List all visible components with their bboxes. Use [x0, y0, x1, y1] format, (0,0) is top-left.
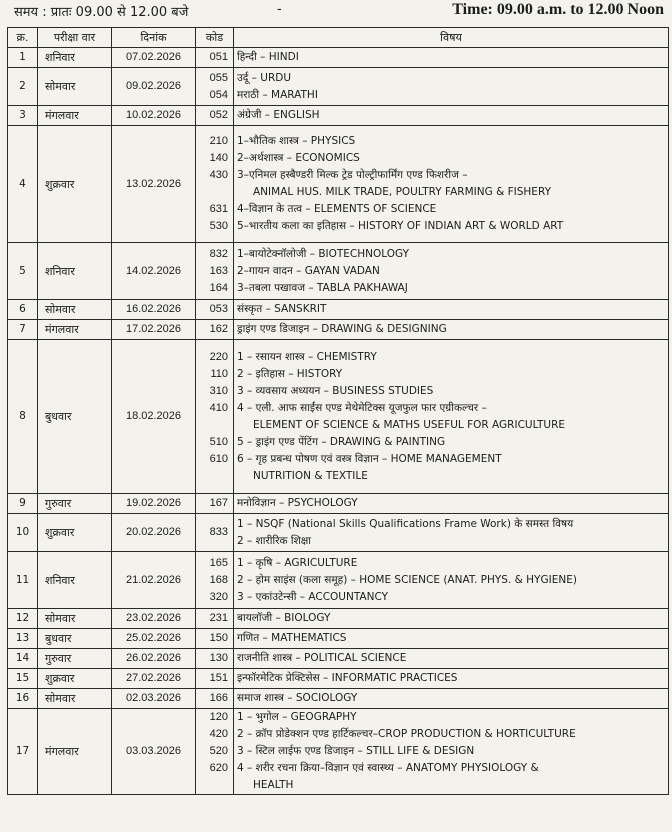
subject-names — [234, 709, 669, 795]
subject-line: संस्कृत – SANSKRIT — [237, 303, 327, 315]
table-row — [8, 669, 669, 689]
table-row — [8, 552, 669, 609]
subject-code: 520 — [209, 745, 228, 757]
subject-line: मनोविज्ञान – PSYCHOLOGY — [237, 497, 358, 509]
subject-line: 4 – शरीर रचना क्रिया–विज्ञान एवं स्वास्थ्य – ANATOMY PHYSIOLOGY & — [237, 762, 539, 774]
exam-day: शुक्रवार — [38, 669, 112, 689]
exam-date: 16.02.2026 — [112, 300, 196, 320]
subject-names — [234, 552, 669, 609]
subject-code: 140 — [209, 152, 228, 164]
subject-line: 4–विज्ञान के तत्व – ELEMENTS OF SCIENCE — [237, 203, 437, 215]
table-row — [8, 649, 669, 669]
subject-codes — [196, 649, 234, 669]
subject-codes — [196, 609, 234, 629]
subject-code: 168 — [209, 573, 228, 586]
subject-code: 150 — [209, 632, 228, 644]
subject-code: 510 — [209, 435, 228, 448]
table-row — [8, 689, 669, 709]
subject-line: बायलॉजी – BIOLOGY — [237, 612, 331, 624]
exam-date: 17.02.2026 — [112, 320, 196, 340]
subject-line: 1 – कृषि – AGRICULTURE — [237, 556, 358, 569]
table-header-row — [8, 28, 669, 48]
subject-line: समाज शास्त्र – SOCIOLOGY — [237, 692, 358, 704]
serial-number: 6 — [8, 300, 38, 320]
subject-line: ELEMENT OF SCIENCE & MATHS USEFUL FOR AGRICULTURE — [253, 418, 566, 431]
col-header-date: दिनांक — [112, 28, 196, 48]
subject-line: HEALTH — [253, 779, 294, 791]
col-header-code: कोड — [196, 28, 234, 48]
subject-line: इन्फॉरमेटिक प्रेक्टिसेस – INFORMATIC PRACTICES — [237, 672, 458, 684]
subject-line: 4 – एली. आफ साईंस एण्ड मेथेमेटिक्स यूजफुल फार एग्रीकल्चर – — [237, 401, 487, 414]
subject-code: 151 — [209, 672, 228, 684]
table-row — [8, 320, 669, 340]
serial-number: 9 — [8, 494, 38, 514]
table-row — [8, 609, 669, 629]
table-row — [8, 106, 669, 126]
subject-names — [234, 300, 669, 320]
serial-number: 7 — [8, 320, 38, 340]
subject-names — [234, 48, 669, 68]
serial-number: 15 — [8, 669, 38, 689]
subject-line: 3 – एकांउटेन्सी – ACCOUNTANCY — [237, 590, 389, 603]
subject-code: 166 — [209, 692, 228, 704]
exam-day: मंगलवार — [38, 106, 112, 126]
subject-line: 5 – ड्राइंग एण्ड पेंटिंग – DRAWING & PAINTING — [237, 435, 446, 448]
exam-date: 14.02.2026 — [112, 243, 196, 300]
subject-code — [200, 417, 228, 434]
subject-code: 163 — [209, 264, 228, 277]
subject-line: 3–तबला पखावज – TABLA PAKHAWAJ — [237, 281, 408, 294]
subject-codes — [196, 126, 234, 243]
subject-code: 052 — [209, 109, 228, 121]
subject-line: 2–अर्थशास्त्र – ECONOMICS — [237, 152, 360, 164]
subject-code: 130 — [209, 652, 228, 664]
subject-code: 410 — [209, 401, 228, 414]
exam-day: शनिवार — [38, 243, 112, 300]
subject-code: 320 — [209, 590, 228, 603]
subject-line: 1 – रसायन शास्त्र – CHEMISTRY — [237, 350, 377, 363]
subject-names — [234, 669, 669, 689]
subject-code: 055 — [209, 71, 228, 84]
exam-day: मंगलवार — [38, 320, 112, 340]
subject-code: 310 — [209, 384, 228, 397]
subject-code: 054 — [209, 88, 228, 101]
subject-codes — [196, 106, 234, 126]
serial-number: 16 — [8, 689, 38, 709]
subject-code — [200, 184, 228, 201]
subject-line: हिन्दी – HINDI — [237, 51, 299, 63]
subject-line: मराठी – MARATHI — [237, 88, 318, 101]
serial-number: 12 — [8, 609, 38, 629]
subject-line: 6 – गृह प्रबन्ध पोषण एवं वस्त्र विज्ञान – HOME MANAGEMENT — [237, 452, 502, 465]
subject-codes — [196, 48, 234, 68]
subject-code: 231 — [209, 612, 228, 624]
subject-codes — [196, 320, 234, 340]
table-row — [8, 243, 669, 300]
serial-number: 13 — [8, 629, 38, 649]
exam-day: सोमवार — [38, 300, 112, 320]
subject-line: 5–भारतीय कला का इतिहास – HISTORY OF INDIAN ART & WORLD ART — [237, 220, 564, 232]
subject-codes — [196, 709, 234, 795]
time-english: Time: 09.00 a.m. to 12.00 Noon — [452, 1, 664, 18]
exam-date: 19.02.2026 — [112, 494, 196, 514]
subject-line: 2 – होम साइंस (कला समूह) – HOME SCIENCE (ANAT. PHYS. & HYGIENE) — [237, 573, 577, 586]
subject-names — [234, 494, 669, 514]
exam-schedule-table — [7, 27, 669, 795]
table-body — [8, 48, 669, 795]
exam-day: सोमवार — [38, 689, 112, 709]
subject-names — [234, 609, 669, 629]
subject-line: 2 – क्रॉप प्रोडेक्शन एण्ड हार्टिकल्चर–CROP PRODUCTION & HORTICULTURE — [237, 728, 576, 740]
subject-line: 3–एनिमल हस्बैण्डरी मिल्क ट्रेड पोल्ट्रीफार्मिंग एण्ड फिशरीज – — [237, 169, 468, 181]
subject-names — [234, 689, 669, 709]
subject-code: 164 — [209, 281, 228, 294]
exam-date: 09.02.2026 — [112, 68, 196, 106]
exam-date: 27.02.2026 — [112, 669, 196, 689]
subject-code: 620 — [209, 762, 228, 774]
subject-code: 832 — [209, 247, 228, 260]
subject-codes — [196, 494, 234, 514]
exam-day: शनिवार — [38, 48, 112, 68]
col-header-subject: विषय — [234, 28, 669, 48]
exam-date: 10.02.2026 — [112, 106, 196, 126]
subject-names — [234, 629, 669, 649]
exam-day: सोमवार — [38, 68, 112, 106]
serial-number: 4 — [8, 126, 38, 243]
serial-number: 10 — [8, 514, 38, 552]
subject-codes — [196, 629, 234, 649]
table-row — [8, 629, 669, 649]
exam-day: गुरुवार — [38, 494, 112, 514]
exam-day: गुरुवार — [38, 649, 112, 669]
exam-day: शुक्रवार — [38, 126, 112, 243]
subject-codes — [196, 552, 234, 609]
subject-line: 1–भौतिक शास्त्र – PHYSICS — [237, 135, 356, 147]
exam-date: 25.02.2026 — [112, 629, 196, 649]
serial-number: 14 — [8, 649, 38, 669]
subject-code: 610 — [209, 452, 228, 465]
subject-code — [200, 468, 228, 485]
subject-codes — [196, 689, 234, 709]
subject-names — [234, 126, 669, 243]
subject-line: 2 – इतिहास – HISTORY — [237, 367, 343, 380]
page-header — [0, 0, 672, 27]
subject-line: राजनीति शास्त्र – POLITICAL SCIENCE — [237, 652, 407, 664]
subject-codes — [196, 243, 234, 300]
table-row — [8, 126, 669, 243]
exam-date: 13.02.2026 — [112, 126, 196, 243]
subject-line: ANIMAL HUS. MILK TRADE, POULTRY FARMING & FISHERY — [253, 186, 551, 198]
subject-line: उर्दू – URDU — [237, 71, 292, 84]
subject-code — [200, 777, 228, 794]
exam-day: शुक्रवार — [38, 514, 112, 552]
subject-codes — [196, 669, 234, 689]
exam-date: 23.02.2026 — [112, 609, 196, 629]
exam-date: 18.02.2026 — [112, 340, 196, 494]
subject-line: 1 – भुगोल – GEOGRAPHY — [237, 711, 357, 723]
subject-line: 2–गायन वादन – GAYAN VADAN — [237, 264, 380, 277]
table-row — [8, 709, 669, 795]
subject-names — [234, 340, 669, 494]
exam-day: मंगलवार — [38, 709, 112, 795]
subject-code: 220 — [209, 350, 228, 363]
subject-line: गणित – MATHEMATICS — [237, 632, 347, 644]
subject-codes — [196, 514, 234, 552]
subject-code: 167 — [209, 497, 228, 509]
table-row — [8, 340, 669, 494]
exam-date: 20.02.2026 — [112, 514, 196, 552]
subject-codes — [196, 300, 234, 320]
subject-code: 833 — [209, 526, 228, 538]
subject-names — [234, 106, 669, 126]
subject-code: 530 — [209, 220, 228, 232]
subject-code: 165 — [209, 556, 228, 569]
subject-code: 120 — [209, 711, 228, 723]
subject-line: 3 – स्टिल लाईफ एण्ड डिजाइन – STILL LIFE & DESIGN — [237, 745, 475, 757]
subject-line: 1 – NSQF (National Skills Qualifications Frame Work) के समस्त विषय — [237, 517, 574, 530]
table-row — [8, 68, 669, 106]
exam-day: सोमवार — [38, 609, 112, 629]
exam-day: बुधवार — [38, 340, 112, 494]
subject-codes — [196, 340, 234, 494]
subject-line: NUTRITION & TEXTILE — [253, 469, 368, 482]
header-dash: - — [277, 2, 282, 17]
subject-names — [234, 649, 669, 669]
col-header-day: परीक्षा वार — [38, 28, 112, 48]
exam-date: 03.03.2026 — [112, 709, 196, 795]
serial-number: 3 — [8, 106, 38, 126]
subject-names — [234, 68, 669, 106]
subject-line: अंग्रेजी – ENGLISH — [237, 109, 320, 121]
exam-day: बुधवार — [38, 629, 112, 649]
exam-date: 07.02.2026 — [112, 48, 196, 68]
subject-code: 430 — [209, 169, 228, 181]
serial-number: 11 — [8, 552, 38, 609]
table-row — [8, 48, 669, 68]
subject-names — [234, 514, 669, 552]
serial-number: 8 — [8, 340, 38, 494]
exam-day: शनिवार — [38, 552, 112, 609]
time-hindi: समय : प्रातः 09.00 से 12.00 बजे — [14, 5, 189, 20]
exam-date: 26.02.2026 — [112, 649, 196, 669]
table-row — [8, 300, 669, 320]
subject-code: 162 — [209, 323, 228, 335]
table-row — [8, 514, 669, 552]
serial-number: 17 — [8, 709, 38, 795]
subject-code: 110 — [210, 367, 228, 380]
table-row — [8, 494, 669, 514]
subject-line: 3 – व्यवसाय अध्ययन – BUSINESS STUDIES — [237, 384, 434, 397]
subject-line: 2 – शारीरिक शिक्षा — [237, 534, 312, 547]
col-header-sn: क्र. — [8, 28, 38, 48]
subject-code: 210 — [209, 135, 228, 147]
serial-number: 2 — [8, 68, 38, 106]
subject-code: 420 — [209, 728, 228, 740]
subject-line: ड्राइंग एण्ड डिजाइन – DRAWING & DESIGNING — [237, 323, 447, 335]
subject-names — [234, 320, 669, 340]
exam-date: 21.02.2026 — [112, 552, 196, 609]
subject-code: 053 — [209, 303, 228, 315]
subject-code: 631 — [209, 203, 228, 215]
exam-date: 02.03.2026 — [112, 689, 196, 709]
subject-codes — [196, 68, 234, 106]
serial-number: 1 — [8, 48, 38, 68]
subject-code: 051 — [209, 51, 228, 63]
subject-names — [234, 243, 669, 300]
serial-number: 5 — [8, 243, 38, 300]
subject-line: 1–बायोटेक्नॉलोजी – BIOTECHNOLOGY — [237, 247, 410, 260]
